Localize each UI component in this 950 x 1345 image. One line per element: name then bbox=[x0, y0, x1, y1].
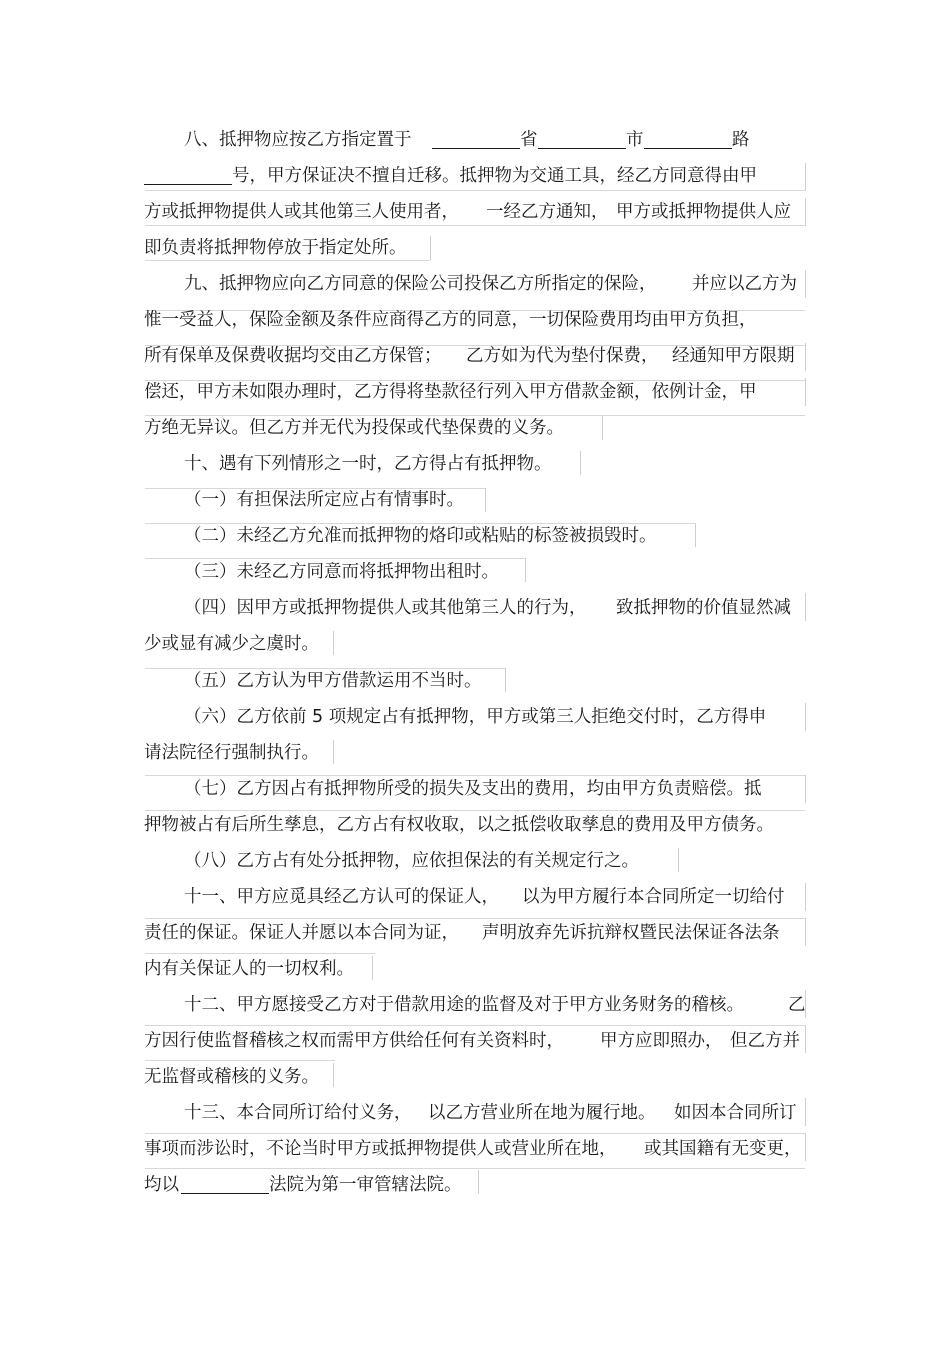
blank-field bbox=[538, 125, 626, 155]
blank-field bbox=[144, 161, 232, 191]
blank-field bbox=[432, 125, 520, 155]
blank-field bbox=[181, 1170, 269, 1200]
blank-field bbox=[644, 125, 732, 155]
